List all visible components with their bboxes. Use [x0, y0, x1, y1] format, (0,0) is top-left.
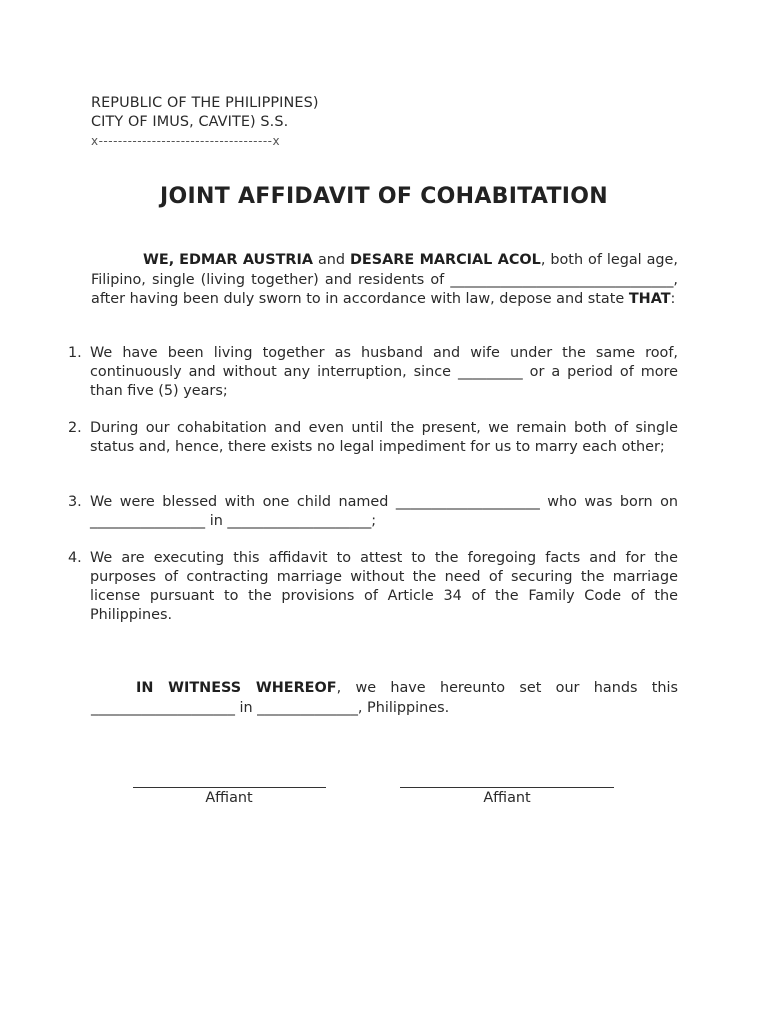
intro-text-1: , both of legal age, Filipino, single (living together) and residents of	[91, 252, 678, 288]
intro-that: THAT	[628, 291, 671, 307]
witness-paragraph	[91, 679, 678, 718]
signature-label-2: Affiant	[483, 790, 531, 806]
venue-caption	[91, 94, 319, 151]
item-text: We have been living together as husband and wife under the same roof, continuously and without any interruption, since _________ or a period of more than five (5) years;	[90, 345, 678, 399]
statement-item-4	[68, 549, 678, 625]
intro-colon: :	[670, 291, 676, 307]
statement-item-1	[68, 344, 678, 401]
statement-item-3	[68, 493, 678, 531]
document-title: JOINT AFFIDAVIT OF COHABITATION	[160, 184, 608, 209]
intro-we: WE,	[143, 252, 175, 268]
witness-lead: IN WITNESS WHEREOF	[136, 680, 337, 696]
caption-separator: x------------------------------------x	[91, 134, 281, 148]
item-text: During our cohabitation and even until the present, we remain both of single status and, hence, there exists no legal impediment for us to marry each other;	[90, 420, 678, 455]
witness-text: , we have hereunto set our hands this ____________________ in ______________, Philippines.	[91, 680, 679, 716]
caption-city: CITY OF IMUS, CAVITE) S.S.	[91, 114, 289, 130]
statement-item-2	[68, 419, 678, 457]
item-number: 2.	[68, 420, 82, 436]
signature-line-2	[400, 787, 614, 788]
signature-line-1	[133, 787, 326, 788]
signature-label-1: Affiant	[205, 790, 253, 806]
item-text: We are executing this affidavit to attest to the foregoing facts and for the purposes of contracting marriage without the need of securing the marriage license pursuant to the provisions of Article 34 of the Family Code of the Philippines.	[90, 550, 678, 623]
item-number: 1.	[68, 345, 82, 361]
caption-republic: REPUBLIC OF THE PHILIPPINES)	[91, 95, 319, 111]
intro-paragraph	[91, 251, 678, 310]
residence-blank: _______________________________	[450, 271, 674, 288]
affiant-name-1: EDMAR AUSTRIA	[179, 252, 313, 268]
intro-text-2: , after having been duly sworn to in accordance with law, depose and state	[91, 271, 678, 307]
affiant-name-2: DESARE MARCIAL ACOL	[349, 252, 541, 268]
intro-and: and	[312, 252, 350, 268]
item-text: We were blessed with one child named ____________________ who was born on ________________ in ____________________;	[90, 494, 678, 529]
item-number: 4.	[68, 550, 82, 566]
item-number: 3.	[68, 494, 82, 510]
